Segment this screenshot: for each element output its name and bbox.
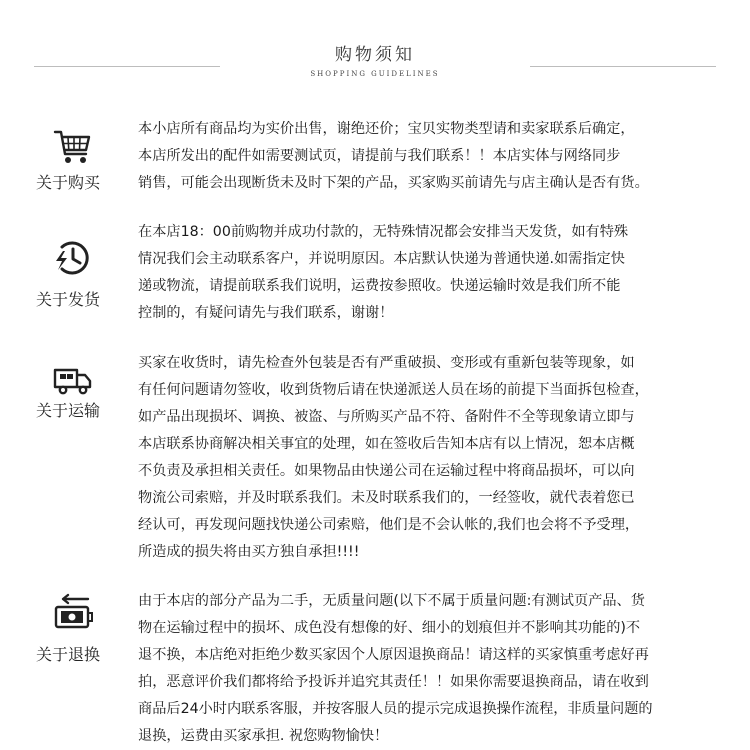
- section-label: 关于运输: [36, 401, 101, 420]
- body-line: 拍，恶意评价我们都将给予投诉并追究其责任！！如果你需要退换商品，请在收到: [138, 674, 649, 690]
- body-line: 退换，运费由买家承担. 祝您购物愉快！: [138, 728, 389, 744]
- section-body: [138, 219, 698, 327]
- body-line: 控制的，有疑问请先与我们联系，谢谢！: [138, 305, 394, 321]
- body-line: 退不换，本店绝对拒绝少数买家因个人原因退换商品！请这样的买家慎重考虑好再: [138, 647, 649, 663]
- body-line: 本店所发出的配件如需要测试页，请提前与我们联系！！本店实体与网络同步: [138, 148, 621, 164]
- shopping-cart-icon: [52, 126, 94, 168]
- page-header: [0, 0, 750, 90]
- body-line: 有任何问题请勿签收，收到货物后请在快递派送人员在场的前提下当面拆包检查，: [138, 382, 649, 398]
- body-line: 买家在收货时，请先检查外包装是否有严重破损、变形或有重新包装等现象，如: [138, 355, 635, 371]
- body-line: 物在运输过程中的损坏、成色没有想像的好、细小的划痕但并不影响其功能的)不: [138, 620, 641, 636]
- section-label: 关于发货: [36, 290, 101, 309]
- body-line: 如产品出现损坏、调换、被盗、与所购买产品不符、备附件不全等现象请立即与: [138, 409, 635, 425]
- body-line: 商品后24小时内联系客服，并按客服人员的提示完成退换操作流程，非质量问题的: [138, 701, 653, 717]
- money-return-icon: [52, 592, 94, 634]
- body-line: 经认可，再发现问题找快递公司索赔，他们是不会认帐的,我们也会将不予受理，: [138, 517, 640, 533]
- header-rule-right: [530, 66, 716, 67]
- body-line: 本小店所有商品均为实价出售，谢绝还价；宝贝实物类型请和卖家联系后确定，: [138, 121, 635, 137]
- delivery-truck-icon: [52, 360, 94, 402]
- header-rule-left: [34, 66, 220, 67]
- body-line: 不负责及承担相关责任。如果物品由快递公司在运输过程中将商品损坏，可以向: [138, 463, 635, 479]
- section-body: [138, 116, 698, 197]
- body-line: 本店联系协商解决相关事宜的处理，如在签收后告知本店有以上情况，恕本店概: [138, 436, 635, 452]
- page-subtitle: SHOPPING GUIDELINES: [310, 70, 440, 78]
- clock-lightning-icon: [52, 237, 94, 279]
- section-body: [138, 350, 698, 566]
- body-line: 由于本店的部分产品为二手，无质量问题(以下不属于质量问题:有测试页产品、货: [138, 593, 645, 609]
- section-label: 关于退换: [36, 645, 101, 664]
- body-line: 在本店18：00前购物并成功付款的，无特殊情况都会安排当天发货，如有特殊: [138, 224, 629, 240]
- body-line: 情况我们会主动联系客户，并说明原因。本店默认快递为普通快递.如需指定快: [138, 251, 625, 267]
- body-line: 所造成的损失将由买方独自承担!!!!: [138, 544, 360, 560]
- section-label: 关于购买: [36, 173, 101, 192]
- section-body: [138, 588, 698, 750]
- body-line: 递或物流，请提前联系我们说明，运费按参照收。快递运输时效是我们所不能: [138, 278, 621, 294]
- body-line: 物流公司索赔，并及时联系我们。未及时联系我们的，一经签收，就代表着您已: [138, 490, 635, 506]
- page-title: 购物须知: [335, 45, 415, 65]
- body-line: 销售，可能会出现断货未及时下架的产品，买家购买前请先与店主确认是否有货。: [138, 175, 649, 191]
